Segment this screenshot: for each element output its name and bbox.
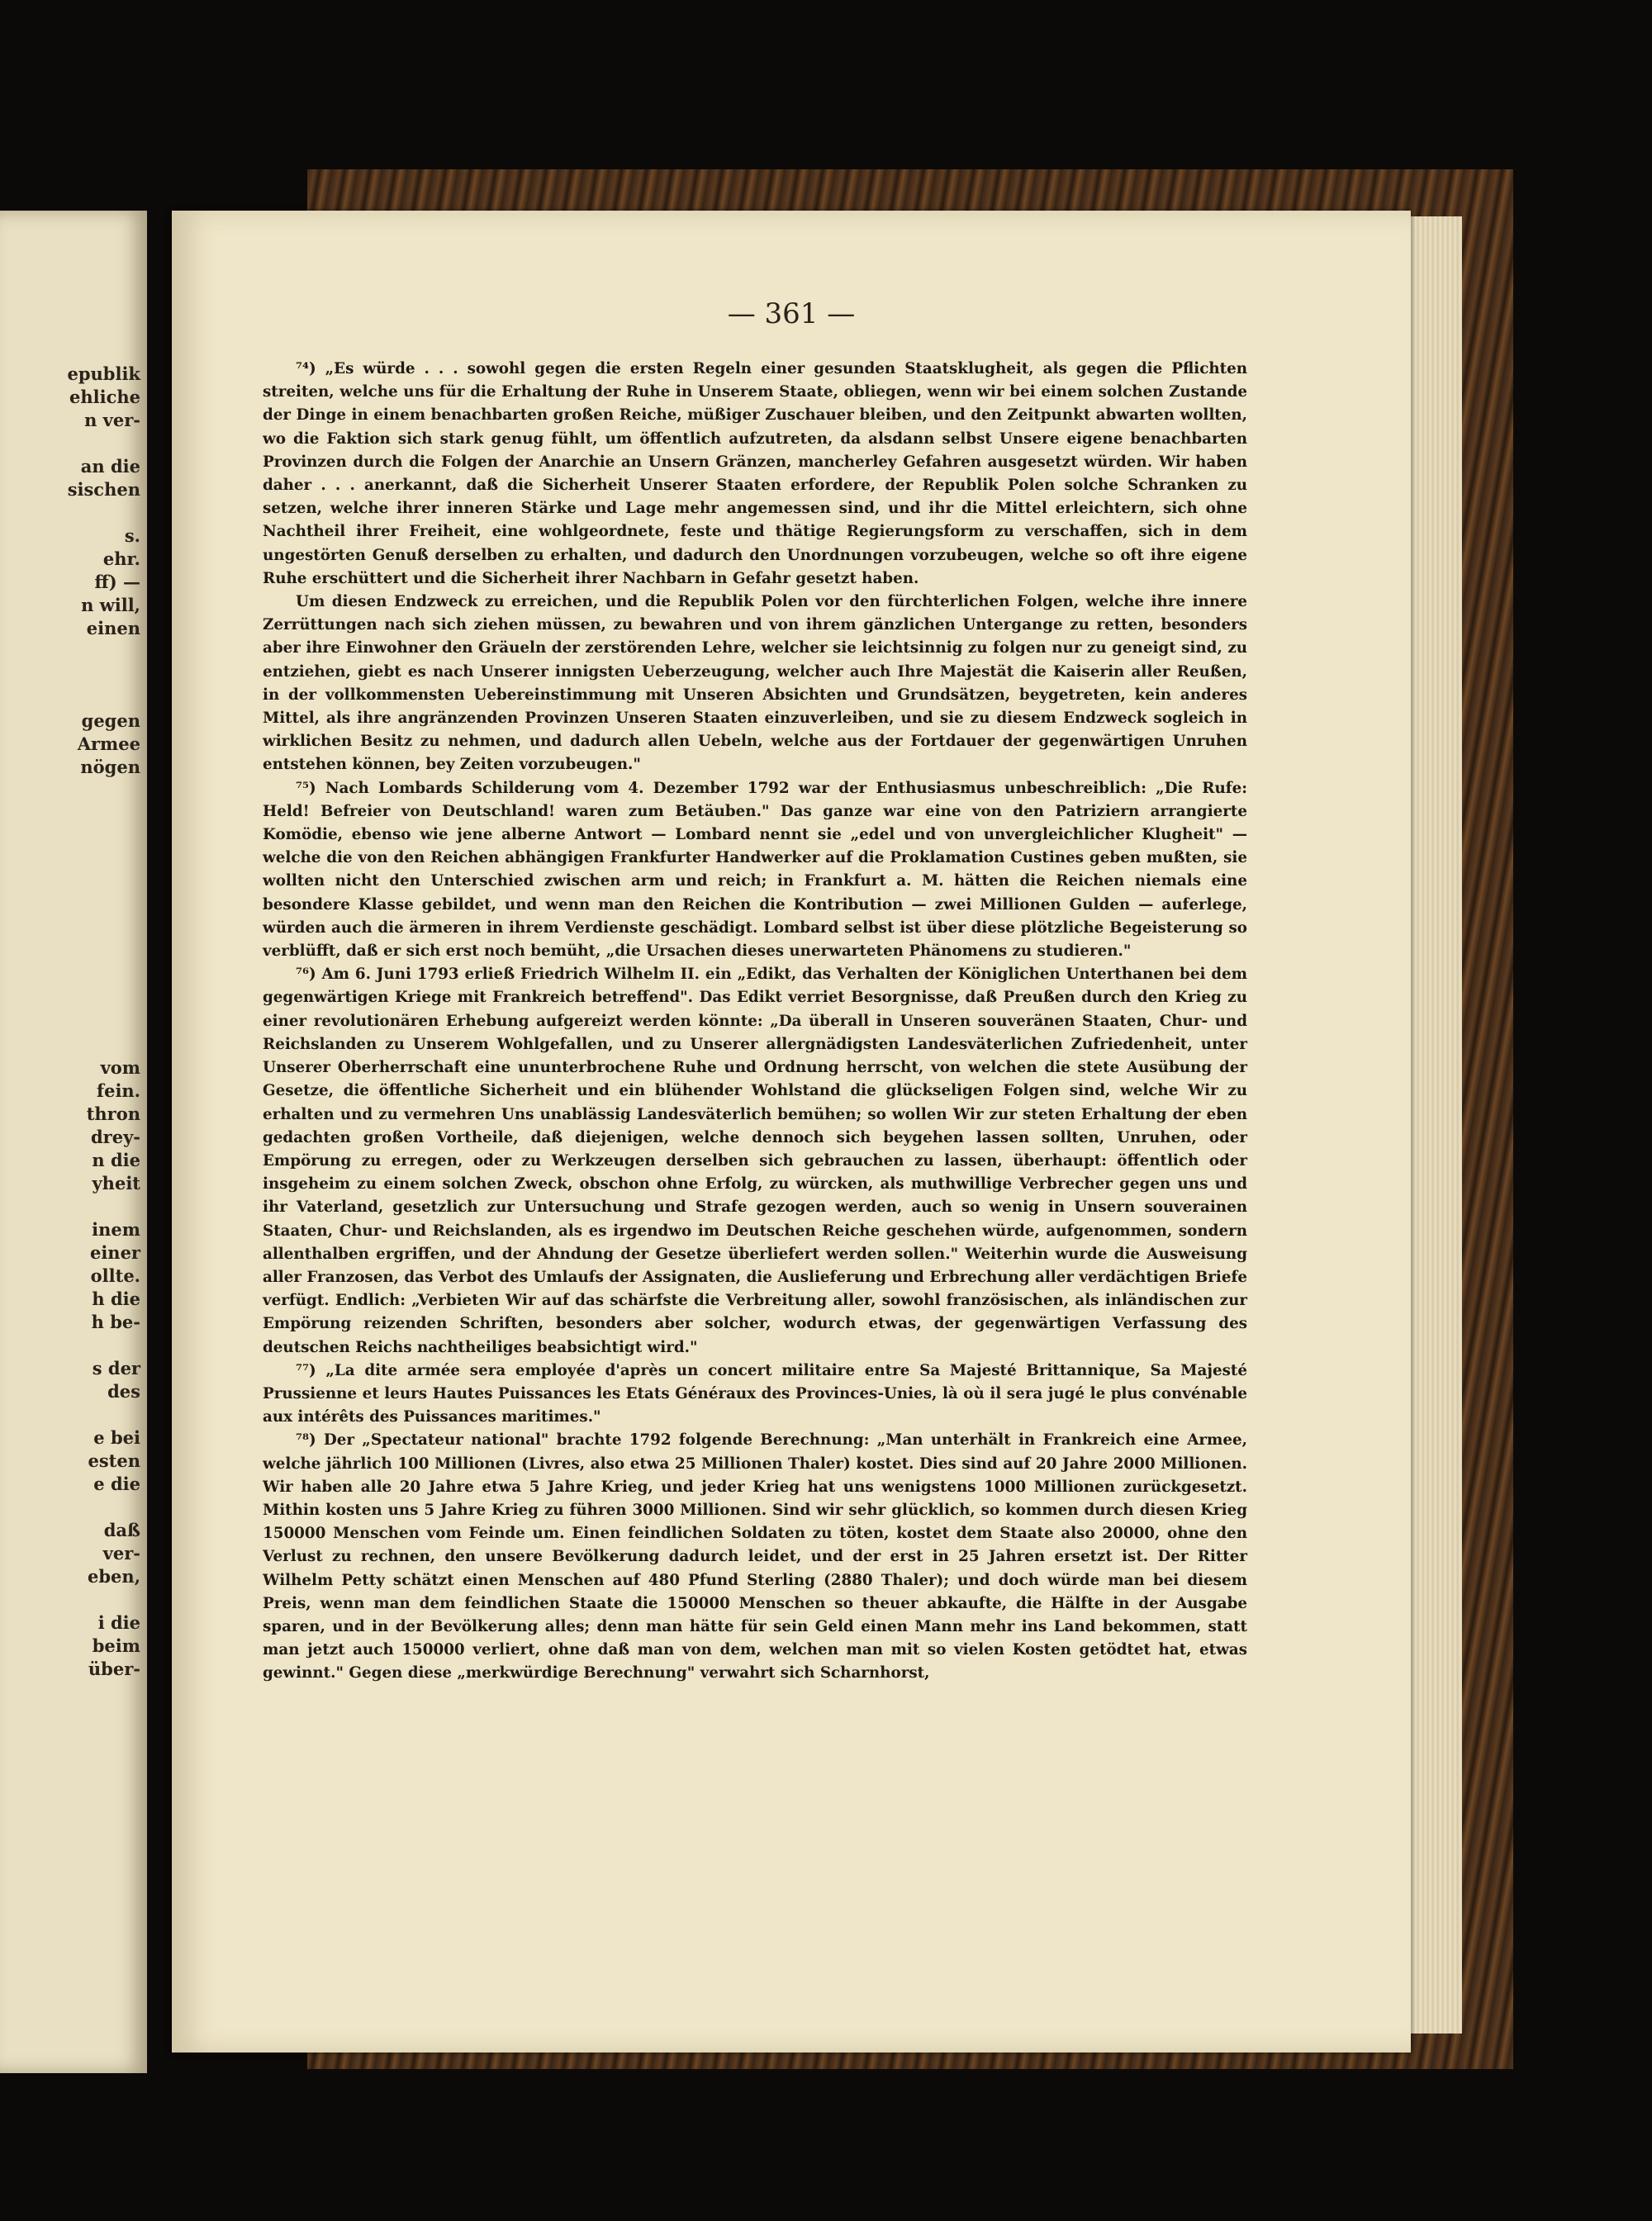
left-page-line-fragment: eben,	[88, 1566, 140, 1587]
left-page-line-fragment: über-	[88, 1659, 140, 1679]
left-page-line-fragment: an die	[80, 456, 140, 477]
left-page-line-fragment: n will,	[81, 595, 140, 615]
left-page-line-fragment: beim	[92, 1635, 140, 1656]
left-page-line-fragment: e die	[93, 1474, 140, 1494]
page-number: — 361 —	[727, 297, 856, 330]
book-page	[172, 211, 1411, 2053]
left-page-line-fragment: ehr.	[102, 548, 140, 569]
footnote-76: ⁷⁶) Am 6. Juni 1793 erließ Friedrich Wilhelm II. ein „Edikt, das Verhalten der Königlichen Unterthanen bei dem gegenwärtigen Kriege mit Frankreich betreffend". Das Edikt verriet Besorgnisse, daß Preußen durch den Krieg zu einer revolutionären Erhebung aufgereizt werden könnte: „Da überall in Unseren souveränen Staaten, Chur- und Reichslanden zu Unserem Wohlgefallen, und zu Unserer allergnädigsten Landesväterlichen Zufriedenheit, unter Unserer Oberherrschaft eine ununterbrochene Ruhe und Ordnung herrscht, von welchen die stete Ausübung der Gesetze, die öffentliche Sicherheit und ein blühender Wohlstand die glückseligen Folgen sind, welche Wir zu erhalten und zu vermehren Uns unablässig Landesväterlich bemühen; so wollen Wir zur steten Erhaltung der eben gedachten großen Vortheile, daß diejenigen, welche dennoch sich beygehen lassen sollten, Unruhen, oder Empörung zu erregen, oder zu Werkzeugen derselben sich gebrauchen zu lassen, überhaupt: öffentlich oder insgeheim zu einem solchen Zweck, obschon ohne Erfolg, zu würcken, als muthwillige Verbrecher gegen uns und ihr Vaterland, gesetzlich zur Untersuchung und Strafe gezogen werden, auch so wenig in Unsern souverainen Staaten, Chur- und Reichslanden, als es irgendwo im Deutschen Reiche geschehen würde, aufgenommen, sondern allenthalben ergriffen, und der Ahndung der Gesetze überliefert werden sollen." Weiterhin wurde die Ausweisung aller Franzosen, das Verbot des Umlaufs der Assignaten, die Auslieferung und Erbrechung aller verdächtigen Briefe verfügt. Endlich: „Verbieten Wir auf das schärfste die Verbreitung aller, sowohl französischen, als inländischen zur Empörung reizenden Schriften, besonders aber solcher, wodurch etwas, der gegenwärtigen Verfassung des deutschen Reichs nachtheiliges beabsichtigt wird."	[263, 966, 1247, 1356]
left-page-line-fragment: esten	[88, 1450, 140, 1471]
left-page-line-fragment: gegen	[81, 710, 140, 731]
left-adjacent-page	[0, 211, 147, 2073]
left-page-line-fragment: epublik	[67, 363, 140, 384]
left-page-line-fragment: nögen	[80, 757, 140, 777]
left-page-line-fragment: einen	[86, 618, 140, 638]
footnote-78: ⁷⁸) Der „Spectateur national" brachte 1792 folgende Berechnung: „Man unterhält in Frankreich eine Armee, welche jährlich 100 Millionen (Livres, also etwa 25 Millionen Thaler) kostet. Dies sind auf 20 Jahre 2000 Millionen. Wir haben alle 20 Jahre etwa 5 Jahre Krieg, und jeder Krieg hat uns wenigstens 1000 Millionen zurückgesetzt. Mithin kosten uns 5 Jahre Krieg zu führen 3000 Millionen. Sind wir sehr glücklich, so kommen durch diesen Krieg 150000 Menschen vom Feinde um. Einen feindlichen Soldaten zu töten, kostet dem Staate also 20000, ohne den Verlust zu rechnen, den unsere Bevölkerung dadurch leidet, und der erst in 25 Jahren ersetzt ist. Der Ritter Wilhelm Petty schätzt einen Menschen auf 480 Pfund Sterling (2880 Thaler); und doch würde man bei diesem Preis, wenn man dem feindlichen Staate die 150000 Menschen so theuer abkaufte, die Hälfte in der Ausgabe sparen, und in der Bevölkerung alles; denn man hätte für sein Geld einen Mann mehr ins Land bekommen, statt man jetzt auch 150000 verliert, ohne daß man von dem, welchen man mit so vielen Kosten getödtet hat, etwas gewinnt." Gegen diese „merkwürdige Berechnung" verwahrt sich Scharnhorst,	[263, 1431, 1247, 1682]
left-page-line-fragment: daß	[103, 1520, 140, 1540]
left-page-line-fragment: ff) —	[94, 572, 140, 592]
left-page-line-fragment: yheit	[92, 1173, 140, 1194]
footnote-75: ⁷⁵) Nach Lombards Schilderung vom 4. Dezember 1792 war der Enthusiasmus unbeschreiblich: „Die Rufe: Held! Befreier von Deutschland! waren zum Betäuben." Das ganze war eine von den Patriziern arrangierte Komödie, ebenso wie jene alberne Antwort — Lombard nennt sie „edel und von unvergleichlicher Klugheit" — welche die von den Reichen abhängigen Frankfurter Handwerker auf die Proklamation Custines geben mußten, sie wollten nicht den Unterschied zwischen arm und reich; in Frankfurt a. M. hätten die Reichen niemals eine besondere Klasse gebildet, und wenn man den Reichen die Kontribution — zwei Millionen Gulden — auferlege, würden auch die ärmeren in ihrem Verdienste geschädigt. Lombard selbst ist über diese plötzliche Begeisterung so verblüfft, daß er sich erst noch bemüht, „die Ursachen dieses unerwarteten Phänomens zu studieren."	[263, 779, 1247, 961]
left-page-line-fragment: h die	[92, 1288, 140, 1309]
left-page-line-fragment: ollte.	[90, 1265, 140, 1286]
left-page-line-fragment: drey-	[90, 1127, 140, 1147]
left-page-line-fragment: einer	[89, 1242, 140, 1263]
left-page-line-fragment: Armee	[77, 733, 140, 754]
left-page-line-fragment: des	[107, 1381, 140, 1402]
footnotes-text-block	[263, 358, 1247, 1686]
footnote-77: ⁷⁷) „La dite armée sera employée d'après un concert militaire entre Sa Majesté Brittannique, Sa Majesté Prussienne et leurs Hautes Puissances les Etats Généraux des Provinces-Unies, là où il sera jugé le plus convénable aux intérêts des Puissances maritimes."	[263, 1361, 1247, 1426]
left-page-line-fragment: thron	[86, 1103, 140, 1124]
left-page-line-fragment: ehliche	[69, 387, 140, 407]
left-page-line-fragment: ver-	[102, 1543, 140, 1564]
left-page-line-fragment: sischen	[67, 479, 140, 500]
left-page-line-fragment: s der	[92, 1358, 140, 1379]
left-page-line-fragment: fein.	[97, 1080, 140, 1101]
left-page-line-fragment: n die	[92, 1150, 140, 1170]
left-page-line-fragment: s.	[124, 525, 140, 546]
left-page-line-fragment: n ver-	[84, 410, 140, 430]
left-page-line-fragment: i die	[97, 1612, 140, 1633]
left-page-line-fragment: e bei	[93, 1427, 140, 1448]
left-page-line-fragment: inem	[92, 1219, 140, 1240]
left-page-line-fragment: vom	[100, 1057, 140, 1078]
footnote-74-continued: Um diesen Endzweck zu erreichen, und die Republik Polen vor den fürchterlichen Folgen, welche ihre innere Zerrüttungen nach sich ziehen müssen, zu bewahren und von ihrem gänzlichen Untergange zu retten, besonders aber ihre Einwohner den Gräueln der zerstörenden Lehre, welcher sie leichtsinnig zu folgen nur zu geneigt sind, zu entziehen, giebt es nach Unserer innigsten Ueberzeugung, welcher auch Ihre Majestät die Kaiserin aller Reußen, in der vollkommensten Uebereinstimmung mit Unseren Absichten und Grundsätzen, beygetreten, kein anderes Mittel, als ihre angränzenden Provinzen Unseren Staaten einzuverleiben, und sie zu diesem Endzweck sogleich in wirklichen Besitz zu nehmen, und dadurch allen Uebeln, welche aus der Fortdauer der gegenwärtigen Unruhen entstehen können, bey Zeiten vorzubeugen."	[263, 593, 1247, 774]
footnote-74: ⁷⁴) „Es würde . . . sowohl gegen die ersten Regeln einer gesunden Staatsklugheit, als gegen die Pflichten streiten, welche uns für die Erhaltung der Ruhe in Unserem Staate, obliegen, wenn wir bei einem solchen Zustande der Dinge in einem benachbarten großen Reiche, müßiger Zuschauer bleiben, und den Zeitpunkt abwarten wollten, wo die Faktion sich stark genug fühlt, um öffentlich aufzutreten, da alsdann selbst Unsere eigene benachbarten Provinzen durch die Folgen der Anarchie an Unsern Gränzen, mancherley Gefahren ausgesetzt würden. Wir haben daher . . . anerkannt, daß die Sicherheit Unserer Staaten erfordere, der Republik Polen solche Schranken zu setzen, welche ihrer inneren Stärke und Lage mehr angemessen sind, und ihr die Mittel erleichtern, sich ohne Nachtheil ihrer Freiheit, eine wohlgeordnete, feste und thätige Regierungsform zu verschaffen, sich in dem ungestörten Genuß derselben zu erhalten, und dadurch den Unordnungen vorzubeugen, welche so oft ihre eigene Ruhe erschüttert und die Sicherheit ihrer Nachbarn in Gefahr gesetzt haben.	[263, 360, 1247, 587]
left-page-line-fragment: h be-	[91, 1312, 140, 1332]
